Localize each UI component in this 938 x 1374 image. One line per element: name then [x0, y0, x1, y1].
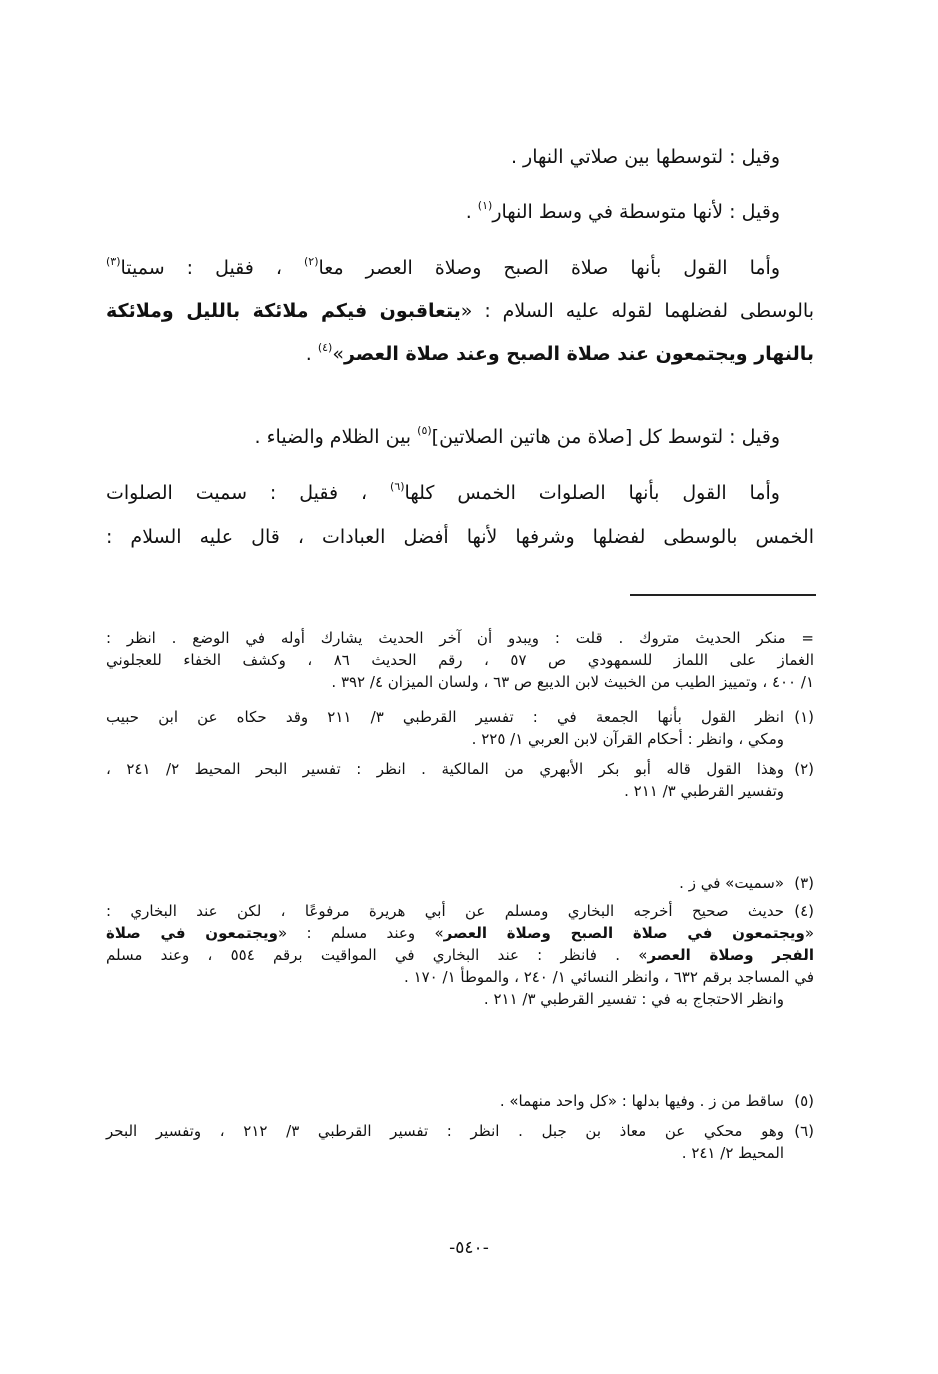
- footnote-text: وهذا القول قاله أبو بكر الأبهري من المالكية . انظر : تفسير البحر المحيط ٢/ ٢٤١ ،: [106, 760, 785, 778]
- footnote-text: الغماز على اللماز للسمهودي ص ٥٧ ، رقم الحديث ٨٦ ، وكشف الخفاء للعجلوني: [106, 651, 815, 669]
- footnote-separator: [630, 594, 816, 596]
- footnote-ref[interactable]: (٦): [390, 480, 405, 493]
- footnote-3: [106, 872, 814, 894]
- body-text: .: [305, 343, 318, 365]
- footnote-5: [106, 1090, 814, 1112]
- footnote-number: (٣): [794, 874, 814, 892]
- body-text: وقيل : لأنها متوسطة في وسط النهار: [492, 201, 780, 223]
- footnote-text: » وعند مسلم : «: [277, 924, 444, 942]
- footnote-text: في المساجد برقم ٦٣٢ ، وانظر النسائي ١/ ٢٤٠ ، والموطأ ١/ ١٧٠ .: [404, 968, 814, 986]
- hadith-quote: يتعاقبون فيكم ملائكة بالليل وملائكة: [106, 300, 461, 322]
- hadith-quote: ويجتمعون في صلاة الصبح وصلاة العصر: [443, 924, 805, 942]
- body-line: [106, 253, 814, 283]
- body-text: »: [332, 343, 344, 365]
- footnote-2: [106, 758, 814, 802]
- footnote-text: «سميت» في ز .: [679, 874, 784, 892]
- footnote-ref[interactable]: (٢): [304, 255, 319, 268]
- footnote-ref[interactable]: (٤): [317, 341, 333, 354]
- hadith-quote: بالنهار ويجتمعون عند صلاة الصبح وعند صلاة العصر: [343, 343, 814, 365]
- footnote-text: وانظر الاحتجاج به في : تفسير القرطبي ٣/ ٢١١ .: [483, 990, 784, 1008]
- body-text: ، فقيل : سميت الصلوات: [106, 482, 391, 504]
- footnote-text: ساقط من ز . وفيها بدلها : «كل واحد منهما» .: [499, 1092, 784, 1110]
- footnote-text: ١/ ٤٠٠ ، وتمييز الطيب من الخبيث لابن الديبع ص ٦٣ ، ولسان الميزان ٤/ ٣٩٢ .: [331, 673, 814, 691]
- footnote-ref[interactable]: (١): [477, 199, 493, 212]
- footnote-text: وهو محكي عن معاذ بن جبل . انظر : تفسير القرطبي ٣/ ٢١٢ ، وتفسير البحر: [106, 1122, 784, 1140]
- hadith-quote: الفجر وصلاة العصر: [647, 946, 815, 964]
- footnote-number: (٤): [794, 902, 814, 920]
- hadith-quote: ويجتمعون في صلاة: [106, 924, 278, 942]
- footnote-text: المحيط ٢/ ٢٤١ .: [681, 1144, 784, 1162]
- footnote-text: انظر القول بأنها الجمعة في : تفسير القرطبي ٣/ ٢١١ وقد حكاه عن ابن حبيب: [106, 708, 785, 726]
- body-line: [106, 339, 814, 369]
- footnote-text: ومكي ، وانظر : أحكام القرآن لابن العربي ١/ ٢٢٥ .: [471, 730, 784, 748]
- footnote-continuation: [106, 627, 814, 693]
- body-text: .: [465, 201, 478, 223]
- body-line: [106, 296, 814, 326]
- body-line: [106, 422, 814, 452]
- footnote-ref[interactable]: (٣): [106, 255, 121, 268]
- body-text: ، فقيل : سميتا: [120, 257, 304, 279]
- footnote-number: (٦): [794, 1122, 814, 1140]
- body-line: [106, 197, 814, 227]
- footnote-text: = منكر الحديث متروك . قلت : ويبدو أن آخر الحديث يشارك أوله في الوضع . انظر :: [106, 629, 814, 647]
- footnote-number: (٢): [794, 760, 814, 778]
- body-line: [106, 478, 814, 508]
- body-text: وأما القول بأنها صلاة الصبح وصلاة العصر معا: [318, 257, 780, 279]
- body-text: وقيل : لتوسطها بين صلاتي النهار .: [510, 146, 780, 168]
- footnote-text: «: [804, 924, 814, 942]
- body-text: وأما القول بأنها الصلوات الخمس كلها: [404, 482, 780, 504]
- body-text: بالوسطى لفضلهما لقوله عليه السلام : «: [460, 300, 815, 322]
- footnote-line: [106, 922, 814, 944]
- page-number: -٥٤٠-: [449, 1238, 489, 1258]
- footnote-text: وتفسير القرطبي ٣/ ٢١١ .: [624, 782, 784, 800]
- footnote-4: [106, 900, 814, 1010]
- body-line: [106, 522, 814, 552]
- body-line: [106, 142, 814, 172]
- body-text: وقيل : لتوسط كل [صلاة من هاتين الصلاتين]: [431, 426, 780, 448]
- body-text: بين الظلام والضياء .: [254, 426, 418, 448]
- footnote-line: [106, 944, 814, 966]
- footnote-number: (١): [794, 708, 814, 726]
- footnote-1: [106, 706, 814, 750]
- footnote-number: (٥): [794, 1092, 814, 1110]
- body-text: الخمس بالوسطى لفضلها وشرفها لأنها أفضل العبادات ، قال عليه السلام :: [106, 526, 814, 548]
- footnote-ref[interactable]: (٥): [417, 424, 432, 437]
- footnote-text: حديث صحيح أخرجه البخاري ومسلم عن أبي هريرة مرفوعًا ، لكن عند البخاري :: [106, 902, 784, 920]
- footnote-text: » . فانظر : عند البخاري في المواقيت برقم ٥٥٤ ، وعند مسلم: [106, 946, 648, 964]
- footnote-6: [106, 1120, 814, 1164]
